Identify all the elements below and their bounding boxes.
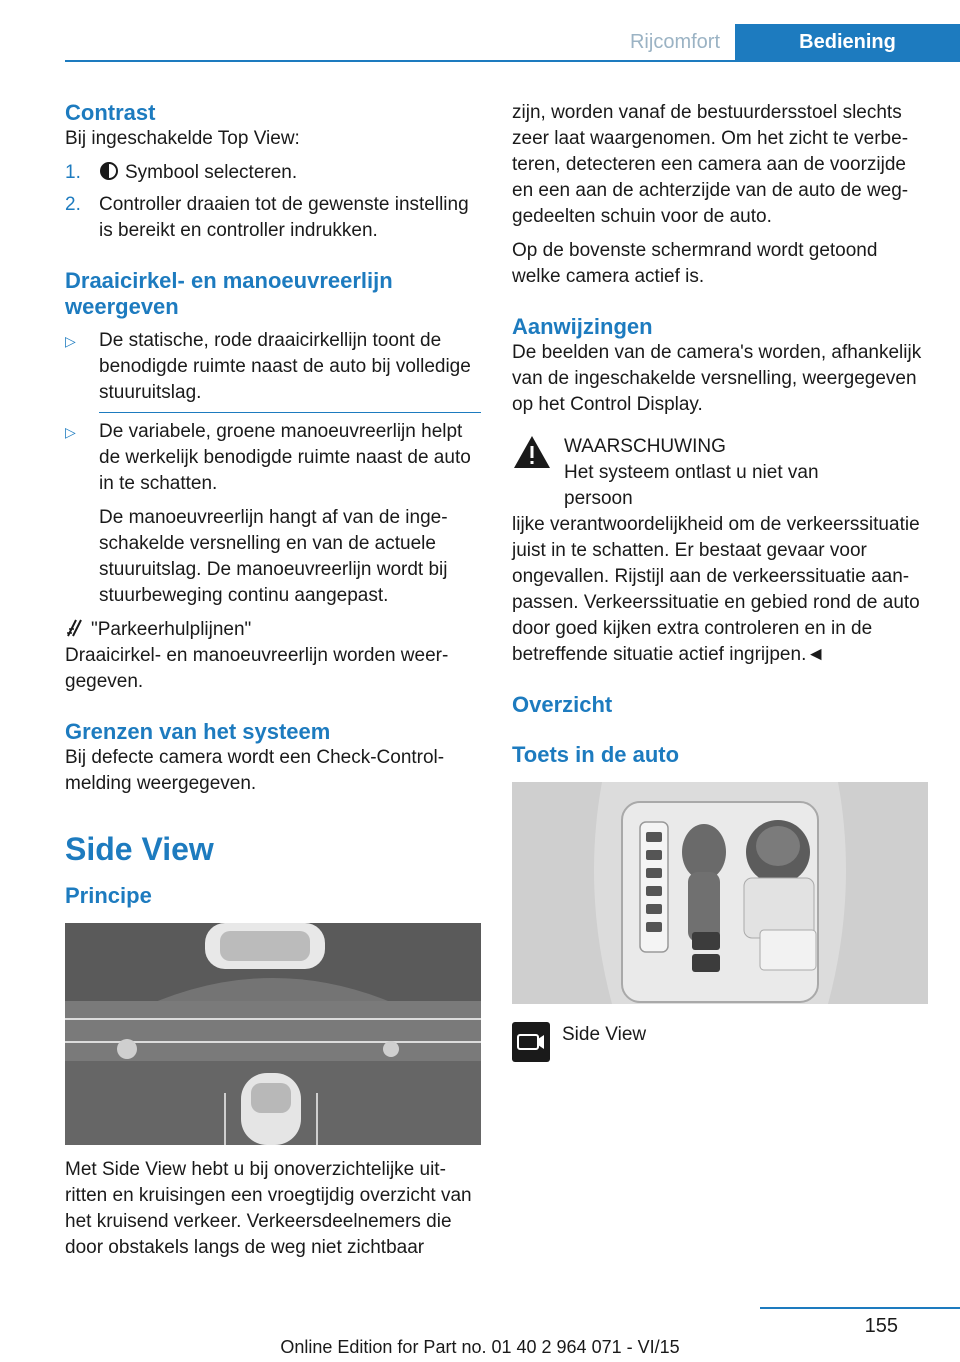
page-header bbox=[0, 0, 960, 62]
center-console-drawing bbox=[512, 782, 928, 1004]
side-view-principle-illustration bbox=[65, 923, 481, 1145]
bullet-text: De statische, rode draaicirkellijn toont de benodigde ruimte naast de auto bij volledige stuuruitslag. bbox=[99, 330, 471, 403]
warning-text: lijke verantwoordelijkheid om de verkeerssituatie juist in te schatten. Er bestaat gevaar voor ongevallen. Rijstijl aan de verkeerssituatie aanpassen. Verkeerssituatie en gebied rond de auto door goed kijken extra controleren en in de betreffende situatie actief ingrijpen.◄ bbox=[512, 514, 920, 665]
parking-lines-text: Draaicirkel- en manoeuvreerlijn worden weergegeven. bbox=[65, 645, 449, 692]
edition-footer: Online Edition for Part no. 01 40 2 964 071 - VI/15 bbox=[280, 1337, 680, 1357]
header-tab-rijcomfort[interactable]: Rijcomfort bbox=[629, 31, 720, 53]
list-item bbox=[65, 419, 481, 497]
side-view-button-row bbox=[512, 1022, 928, 1062]
overview-heading: Overzicht bbox=[512, 692, 613, 717]
left-column bbox=[65, 100, 481, 1261]
principle-text-continued: zijn, worden vanaf de bestuurdersstoel slechts zeer laat waargenomen. Om het zicht te verbeteren, detecteren een camera aan de voorzijde en een aan de achterzijde van de auto de weggedeelten schuin voor de auto. bbox=[512, 102, 909, 227]
warning-block bbox=[512, 434, 928, 512]
side-view-camera-icon[interactable] bbox=[512, 1022, 550, 1062]
parking-lines-icon bbox=[65, 618, 85, 638]
side-view-button-label: Side View bbox=[562, 1024, 647, 1045]
warning-title: WAARSCHUWING bbox=[564, 436, 726, 457]
parking-lines-row bbox=[65, 617, 481, 643]
limits-heading: Grenzen van het systeem bbox=[65, 719, 331, 744]
list-item bbox=[65, 192, 481, 244]
contrast-intro: Bij ingeschakelde Top View: bbox=[65, 128, 300, 149]
contrast-icon bbox=[99, 161, 119, 181]
step-number: 2. bbox=[65, 194, 81, 215]
side-view-diagram bbox=[65, 923, 481, 1145]
bullet-triangle-icon: ▷ bbox=[65, 333, 76, 349]
warning-first-line: Het systeem ontlast u niet van persoon bbox=[564, 462, 819, 509]
turn-line-bullets bbox=[65, 328, 481, 609]
footer-rule bbox=[760, 1307, 960, 1309]
notes-heading: Aanwijzingen bbox=[512, 314, 653, 339]
center-console-illustration bbox=[512, 782, 928, 1004]
side-view-heading: Side View bbox=[65, 831, 214, 867]
header-rule bbox=[65, 60, 960, 62]
contrast-steps bbox=[65, 160, 481, 244]
step-text: Controller draaien tot de gewenste instelling is bereikt en controller indrukken. bbox=[99, 194, 469, 241]
notes-text: De beelden van de camera's worden, afhankelijk van de ingeschakelde versnelling, weergegeven op het Control Display. bbox=[512, 342, 922, 415]
button-in-car-heading: Toets in de auto bbox=[512, 742, 680, 767]
list-item bbox=[65, 328, 481, 406]
contrast-heading: Contrast bbox=[65, 100, 156, 125]
principle-heading: Principe bbox=[65, 883, 152, 908]
parking-lines-label: "Parkeerhulplijnen" bbox=[91, 619, 252, 640]
bullet-text: De variabele, groene manoeuvreerlijn helpt de werkelijk benodigde ruimte naast de auto in te schatten. bbox=[99, 421, 471, 494]
camera-indicator-text: Op de bovenste schermrand wordt getoond welke camera actief is. bbox=[512, 240, 878, 287]
warning-triangle-icon bbox=[512, 434, 552, 470]
principle-text: Met Side View hebt u bij onoverzichtelijke uitritten en kruisingen een vroegtijdig overzicht van het kruisend verkeer. Verkeersdeelnemers die door obstakels langs de weg niet zichtbaar bbox=[65, 1159, 472, 1258]
limits-text: Bij defecte camera wordt een Check-Control-melding weergegeven. bbox=[65, 747, 445, 794]
step-text: Symbool selecteren. bbox=[125, 162, 298, 183]
header-tab-bediening[interactable]: Bediening bbox=[735, 24, 960, 60]
turn-line-heading: Draaicirkel- en manoeuvreerlijn weergeven bbox=[65, 268, 393, 319]
page-number: 155 bbox=[864, 1315, 898, 1337]
turn-line-note: De manoeuvreerlijn hangt af van de ingeschakelde versnelling en van de actuele stuuruitslag. De manoeuvreerlijn wordt bij stuurbeweging continu aangepast. bbox=[99, 507, 448, 606]
bullet-triangle-icon: ▷ bbox=[65, 424, 76, 440]
right-column bbox=[512, 100, 928, 1062]
step-number: 1. bbox=[65, 162, 81, 183]
bullet-divider bbox=[99, 412, 481, 413]
list-item bbox=[65, 160, 481, 186]
